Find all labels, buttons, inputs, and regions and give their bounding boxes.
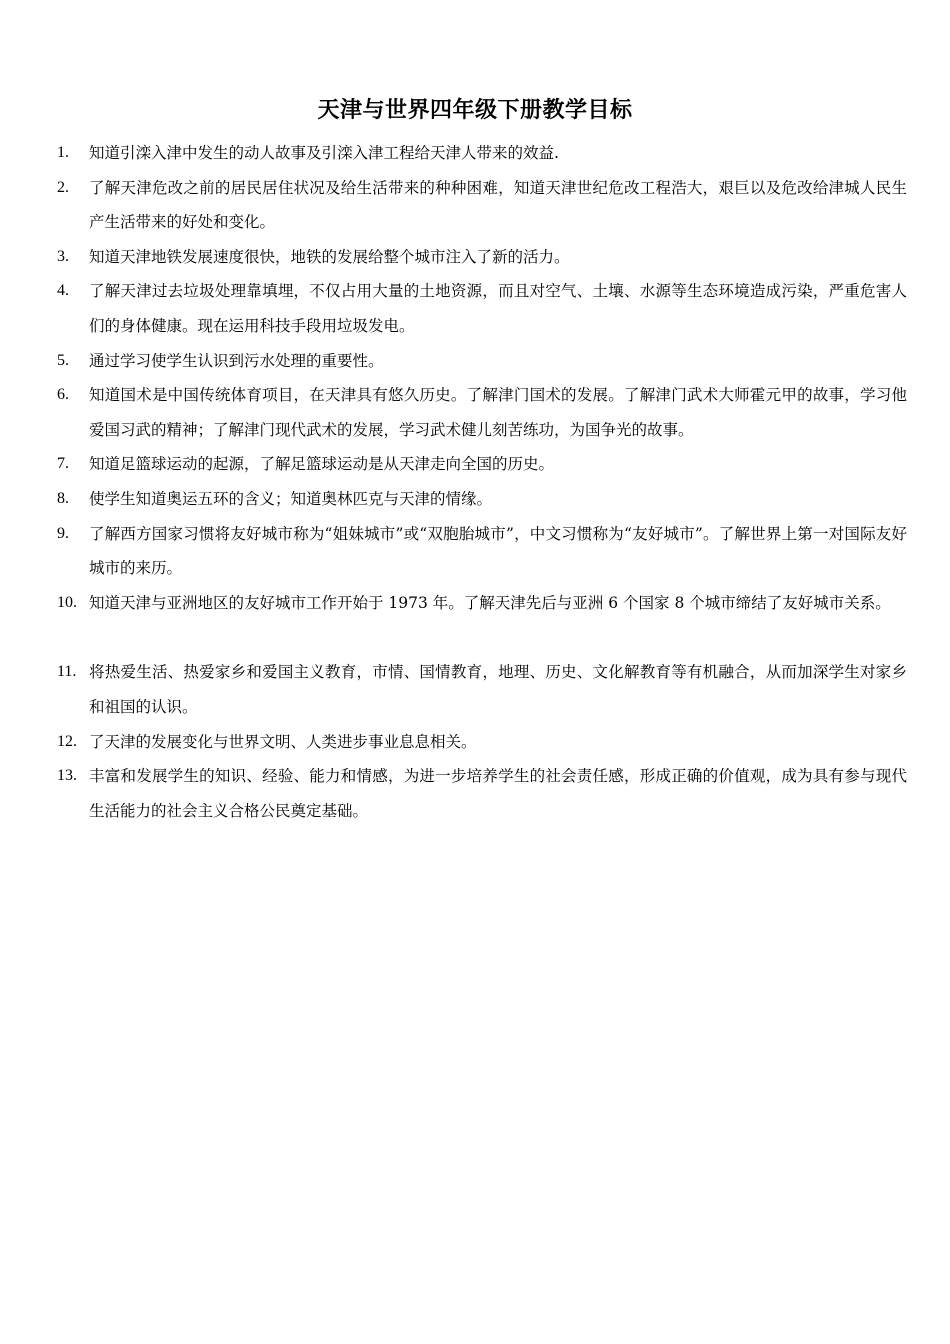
item-text: 将热爱生活、热爱家乡和爱国主义教育，市情、国情教育，地理、历史、文化解教育等有机融合，从而加深学生对家乡和祖国的认识。 bbox=[89, 663, 907, 716]
item-text: 知道引滦入津中发生的动人故事及引滦入津工程给天津人带来的效益. bbox=[89, 144, 559, 162]
list-item bbox=[57, 586, 907, 621]
item-number: 10. bbox=[57, 593, 77, 611]
item-number: 5. bbox=[57, 351, 69, 369]
item-text: 知道足篮球运动的起源，了解足篮球运动是从天津走向全国的历史。 bbox=[89, 455, 555, 474]
item-number: 6. bbox=[57, 386, 69, 404]
list-item bbox=[57, 725, 907, 760]
item-number: 9. bbox=[57, 524, 69, 542]
list-item bbox=[57, 655, 907, 724]
item-text: 使学生知道奥运五环的含义；知道奥林匹克与天津的情缘。 bbox=[89, 489, 493, 508]
item-number: 4. bbox=[57, 282, 69, 300]
item-number: 1. bbox=[57, 144, 69, 161]
list-item bbox=[57, 274, 907, 343]
list-item bbox=[57, 240, 907, 275]
list-item bbox=[57, 378, 907, 447]
list-item bbox=[57, 517, 907, 586]
item-text: 了天津的发展变化与世界文明、人类进步事业息息相关。 bbox=[89, 732, 477, 751]
list-item bbox=[57, 136, 907, 171]
list-item bbox=[57, 171, 907, 240]
list-item bbox=[57, 447, 907, 482]
item-text: 通过学习使学生认识到污水处理的重要性。 bbox=[89, 351, 384, 370]
list-item bbox=[57, 482, 907, 517]
item-number: 12. bbox=[57, 732, 77, 750]
list-item bbox=[57, 759, 907, 828]
item-number: 3. bbox=[57, 247, 69, 265]
item-number: 8. bbox=[57, 489, 69, 507]
item-text: 了解天津危改之前的居民居住状况及给生活带来的种种困难，知道天津世纪危改工程浩大，艰巨以及危改给津城人民生产生活带来的好处和变化。 bbox=[89, 178, 907, 232]
page-title: 天津与世界四年级下册教学目标 bbox=[317, 97, 633, 123]
item-number: 7. bbox=[57, 455, 69, 473]
item-text: 了解天津过去垃圾处理靠填埋，不仅占用大量的土地资源，而且对空气、土壤、水源等生态环境造成污染，严重危害人们的身体健康。现在运用科技手段用垃圾发电。 bbox=[89, 282, 907, 335]
item-number: 2. bbox=[57, 178, 69, 196]
item-number: 13. bbox=[57, 767, 77, 785]
item-text: 知道国术是中国传统体育项目，在天津具有悠久历史。了解津门国术的发展。了解津门武术大师霍元甲的故事，学习他爱国习武的精神；了解津门现代武术的发展，学习武术健儿刻苦练功，为国争光的故事。 bbox=[89, 386, 907, 439]
item-text: 了解西方国家习惯将友好城市称为“姐妹城市”或“双胞胎城市”，中文习惯称为“友好城市”。了解世界上第一对国际友好城市的来历。 bbox=[89, 524, 907, 578]
list-item bbox=[57, 344, 907, 379]
item-number: 11. bbox=[57, 663, 77, 681]
item-text: 知道天津地铁发展速度很快，地铁的发展给整个城市注入了新的活力。 bbox=[89, 247, 570, 266]
item-text: 知道天津与亚洲地区的友好城市工作开始于 1973 年。了解天津先后与亚洲 6 个国家 8 个城市缔结了友好城市关系。 bbox=[89, 593, 891, 612]
objectives-list bbox=[57, 136, 907, 828]
item-text: 丰富和发展学生的知识、经验、能力和情感，为进一步培养学生的社会责任感，形成正确的价值观，成为具有参与现代生活能力的社会主义合格公民奠定基础。 bbox=[89, 767, 907, 820]
